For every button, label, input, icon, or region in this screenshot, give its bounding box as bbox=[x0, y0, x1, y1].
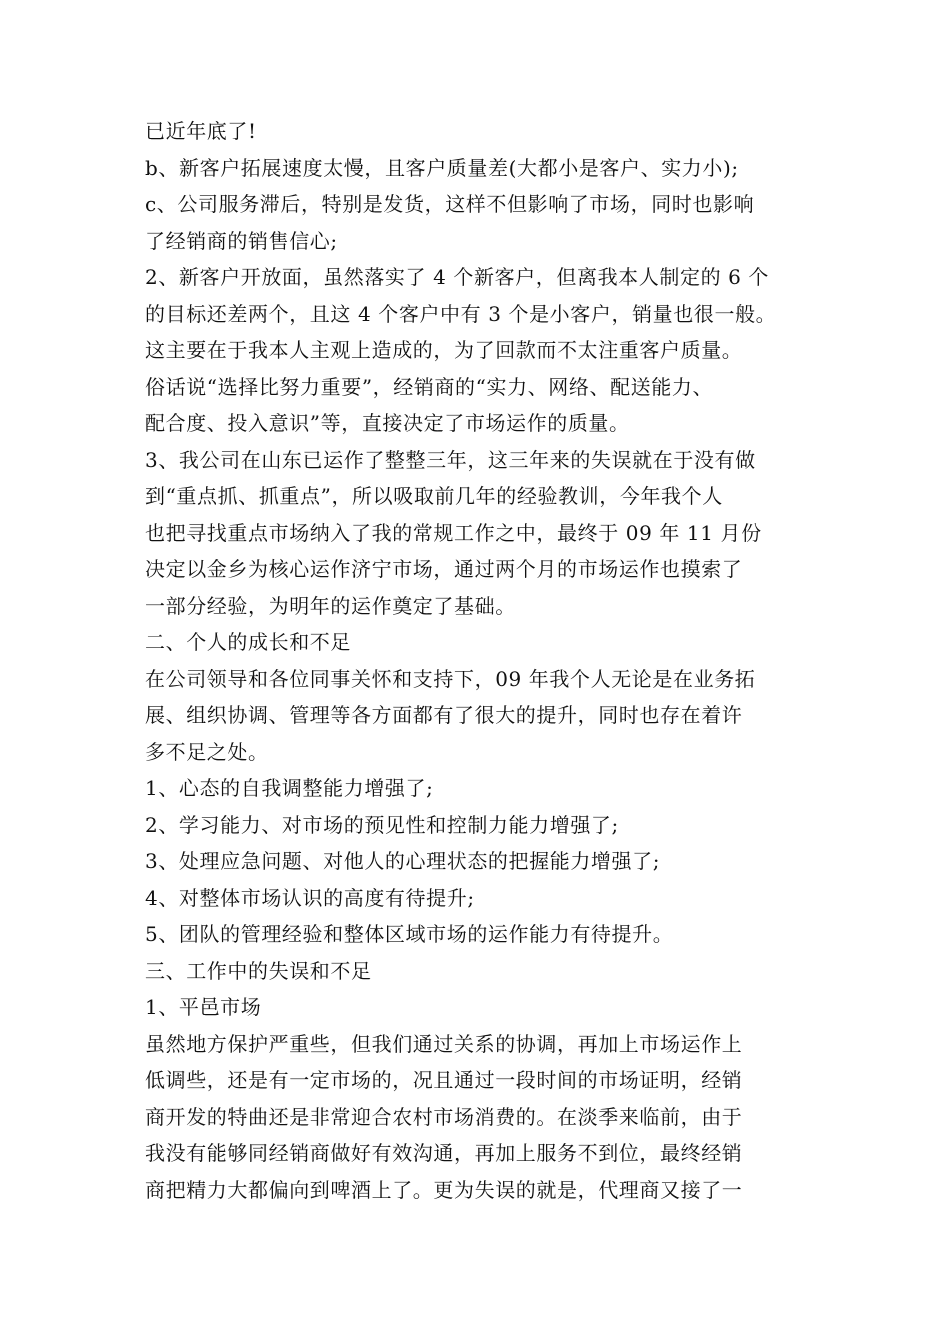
text-line: 商开发的特曲还是非常迎合农村市场消费的。在淡季来临前，由于 bbox=[145, 1104, 743, 1129]
list-item: 3、处理应急问题、对他人的心理状态的把握能力增强了; bbox=[145, 849, 661, 873]
text-line: 展、组织协调、管理等各方面都有了很大的提升，同时也存在着许 bbox=[145, 703, 743, 727]
text-line: 一部分经验，为明年的运作奠定了基础。 bbox=[145, 593, 516, 618]
list-item: 1、心态的自我调整能力增强了; bbox=[145, 776, 434, 800]
text-line: 决定以金乡为核心运作济宁市场，通过两个月的市场运作也摸索了 bbox=[145, 557, 743, 581]
text-line: 的目标还差两个，且这 4 个客户中有 3 个是小客户，销量也很一般。 bbox=[145, 301, 777, 326]
text-line: 了经销商的销售信心; bbox=[145, 228, 338, 253]
document-body bbox=[145, 113, 815, 1208]
list-item: 2、学习能力、对市场的预见性和控制力能力增强了; bbox=[145, 812, 619, 837]
text-line: 多不足之处。 bbox=[145, 739, 269, 764]
text-line: 俗话说“选择比努力重要”，经销商的“实力、网络、配送能力、 bbox=[145, 374, 714, 399]
text-line: c、公司服务滞后，特别是发货，这样不但影响了市场，同时也影响 bbox=[145, 192, 755, 216]
text-line: 在公司领导和各位同事关怀和支持下，09 年我个人无论是在业务拓 bbox=[145, 666, 756, 691]
text-line: 配合度、投入意识”等，直接决定了市场运作的质量。 bbox=[145, 411, 630, 435]
section-heading: 三、工作中的失误和不足 bbox=[145, 958, 372, 983]
list-item: 5、团队的管理经验和整体区域市场的运作能力有待提升。 bbox=[145, 922, 674, 946]
text-line: 这主要在于我本人主观上造成的，为了回款而不太注重客户质量。 bbox=[145, 338, 743, 362]
text-line: 2、新客户开放面，虽然落实了 4 个新客户，但离我本人制定的 6 个 bbox=[145, 265, 770, 289]
text-line: b、新客户拓展速度太慢，且客户质量差(大都小是客户、实力小); bbox=[145, 155, 739, 180]
text-line: 虽然地方保护严重些，但我们通过关系的协调，再加上市场运作上 bbox=[145, 1031, 743, 1056]
text-line: 商把精力大都偏向到啤酒上了。更为失误的就是，代理商又接了一 bbox=[145, 1177, 743, 1202]
subsection-heading: 1、平邑市场 bbox=[145, 995, 262, 1019]
text-line: 低调些，还是有一定市场的，况且通过一段时间的市场证明，经销 bbox=[145, 1068, 743, 1092]
text-line: 到“重点抓、抓重点”，所以吸取前几年的经验教训，今年我个人 bbox=[145, 484, 723, 508]
text-line: 已近年底了! bbox=[145, 119, 257, 143]
list-item: 4、对整体市场认识的高度有待提升; bbox=[145, 885, 475, 910]
text-line: 也把寻找重点市场纳入了我的常规工作之中，最终于 09 年 11 月份 bbox=[145, 520, 762, 545]
text-line: 3、我公司在山东已运作了整整三年，这三年来的失误就在于没有做 bbox=[145, 447, 756, 472]
text-line: 我没有能够同经销商做好有效沟通，再加上服务不到位，最终经销 bbox=[145, 1141, 743, 1165]
section-heading: 二、个人的成长和不足 bbox=[145, 630, 351, 654]
